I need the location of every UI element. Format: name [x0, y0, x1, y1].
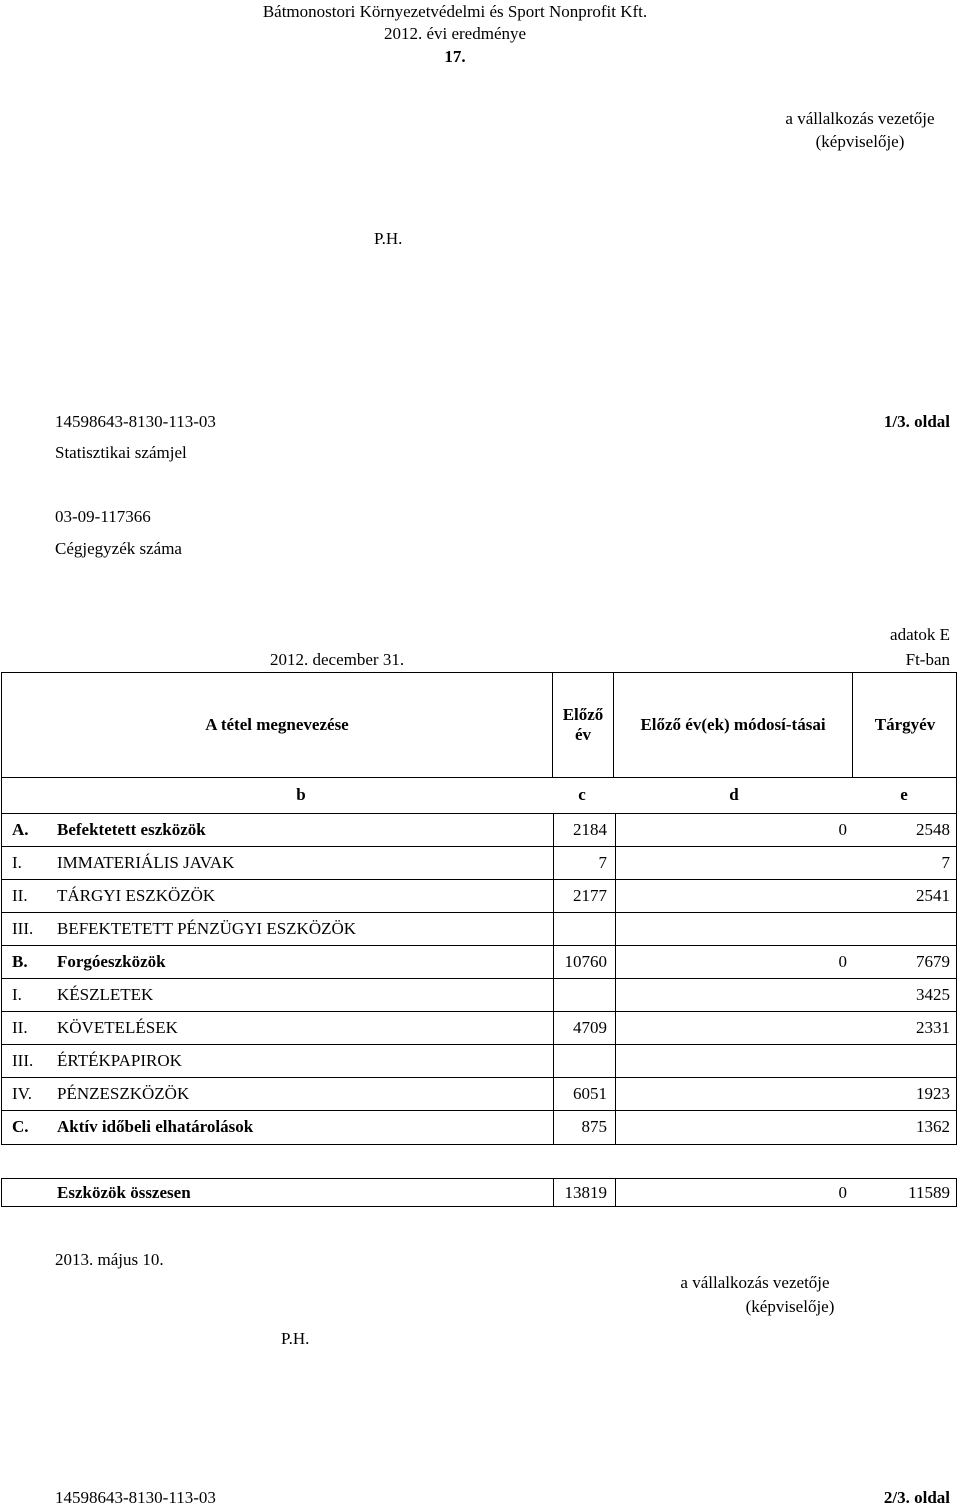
row-value-e: 2541 — [916, 886, 950, 905]
row-number: III. — [12, 919, 34, 938]
stat-label: Statisztikai számjel — [55, 443, 187, 462]
balance-table — [1, 813, 957, 1145]
table-row — [2, 1111, 956, 1144]
letter-c: c — [578, 785, 586, 804]
table-row — [2, 979, 956, 1012]
report-subtitle: 2012. évi eredménye — [383, 24, 527, 43]
row-value-c: 10760 — [564, 952, 607, 971]
table-row — [2, 1045, 956, 1078]
page-indicator-text: 1/3. oldal — [883, 412, 950, 431]
row-number: I. — [12, 853, 22, 872]
row-col-c — [553, 913, 616, 945]
col-header-prev-line2: év — [574, 725, 592, 744]
total-label: Eszközök összesen — [57, 1183, 191, 1202]
col-header-mod-text: Előző év(ek) módosí-tásai — [640, 715, 826, 734]
units-line1: adatok E — [890, 625, 950, 644]
footer-date: 2013. május 10. — [55, 1250, 164, 1269]
row-value-e: 7679 — [916, 952, 950, 971]
page-indicator — [760, 412, 950, 432]
col-header-prev — [553, 673, 613, 777]
col-header-mod — [614, 673, 852, 777]
footer-signature-title: a vállalkozás vezetője — [680, 1273, 830, 1292]
row-value-e: 1923 — [916, 1084, 950, 1103]
row-value-c: 7 — [598, 853, 607, 872]
table-row — [2, 1012, 956, 1045]
table-row — [2, 913, 956, 946]
row-value-c: 875 — [581, 1117, 607, 1136]
total-value-e: 11589 — [908, 1183, 950, 1202]
row-value-e: 1362 — [916, 1117, 950, 1136]
row-label: KÉSZLETEK — [57, 985, 154, 1004]
total-value-d: 0 — [838, 1183, 847, 1202]
signature-subtitle: (képviselője) — [815, 132, 905, 151]
row-label: TÁRGYI ESZKÖZÖK — [57, 886, 216, 905]
row-number: C. — [12, 1117, 29, 1136]
letter-b: b — [296, 785, 306, 804]
footer-stamp-placeholder: P.H. — [281, 1329, 310, 1348]
signature-title: a vállalkozás vezetője — [785, 109, 935, 128]
row-value-e: 7 — [941, 853, 950, 872]
row-number: II. — [12, 886, 28, 905]
col-header-name: A tétel megnevezése — [205, 715, 349, 734]
row-number: II. — [12, 1018, 28, 1037]
row-value-e: 2548 — [916, 820, 950, 839]
row-label: ÉRTÉKPAPIROK — [57, 1051, 182, 1070]
col-header-prev-line1: Előző — [562, 705, 604, 724]
row-label: IMMATERIÁLIS JAVAK — [57, 853, 235, 872]
stamp-placeholder: P.H. — [374, 229, 403, 248]
row-label: Aktív időbeli elhatárolások — [57, 1117, 254, 1136]
table-row — [2, 847, 956, 880]
reg-label: Cégjegyzék száma — [55, 539, 182, 558]
footer-page-indicator-text: 2/3. oldal — [883, 1488, 950, 1507]
row-value-c: 4709 — [573, 1018, 607, 1037]
row-number: A. — [12, 820, 29, 839]
reg-number: 03-09-117366 — [55, 507, 151, 526]
row-number: IV. — [12, 1084, 32, 1103]
table-row — [2, 814, 956, 847]
row-value-d: 0 — [838, 820, 847, 839]
col-header-current: Tárgyév — [874, 715, 936, 734]
row-value-e: 2331 — [916, 1018, 950, 1037]
total-row — [1, 1178, 957, 1207]
row-label: BEFEKTETETT PÉNZÜGYI ESZKÖZÖK — [57, 919, 357, 938]
row-label: Befektetett eszközök — [57, 820, 206, 839]
row-number: B. — [12, 952, 28, 971]
table-row — [2, 946, 956, 979]
company-name: Bátmonostori Környezetvédelmi és Sport Nonprofit Kft. — [262, 2, 648, 21]
footer-page-indicator — [760, 1488, 950, 1508]
table-row — [2, 880, 956, 913]
letter-e: e — [900, 785, 908, 804]
total-value-c: 13819 — [564, 1183, 607, 1202]
row-value-e: 3425 — [916, 985, 950, 1004]
row-label: PÉNZESZKÖZÖK — [57, 1084, 190, 1103]
stat-number: 14598643-8130-113-03 — [55, 412, 216, 431]
row-label: KÖVETELÉSEK — [57, 1018, 178, 1037]
row-value-c: 6051 — [573, 1084, 607, 1103]
row-number: III. — [12, 1051, 34, 1070]
row-col-c — [553, 979, 616, 1011]
row-label: Forgóeszközök — [57, 952, 166, 971]
row-value-c: 2184 — [573, 820, 607, 839]
table-header — [1, 672, 957, 778]
footer-signature-subtitle: (képviselője) — [745, 1297, 835, 1316]
row-value-d: 0 — [838, 952, 847, 971]
column-letters — [1, 777, 957, 813]
units-line2: Ft-ban — [905, 650, 950, 669]
row-value-c: 2177 — [573, 886, 607, 905]
page-number: 17. — [444, 47, 466, 66]
letter-d: d — [729, 785, 739, 804]
row-col-c — [553, 1045, 616, 1077]
row-number: I. — [12, 985, 22, 1004]
table-row — [2, 1078, 956, 1111]
footer-stat-number: 14598643-8130-113-03 — [55, 1488, 216, 1507]
report-date: 2012. december 31. — [270, 650, 405, 669]
